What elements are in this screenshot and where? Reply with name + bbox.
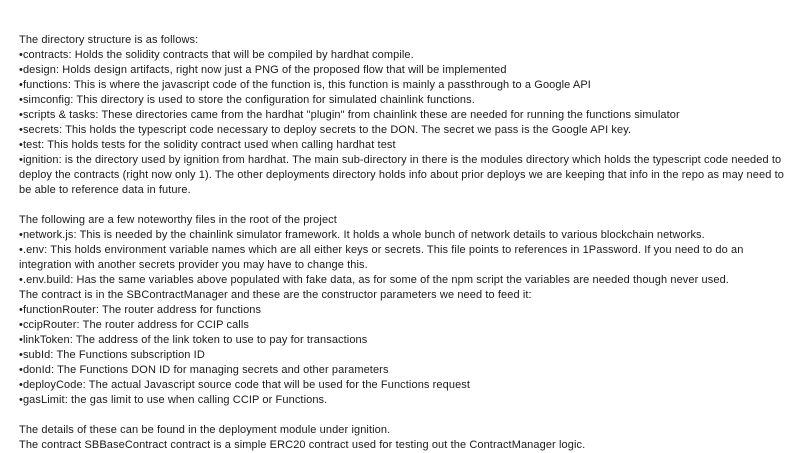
bullet-item-function-router: •functionRouter: The router address for functions: [19, 304, 262, 316]
document-text-block: [19, 33, 798, 453]
bullet-item-scripts-tasks: •scripts & tasks: These directories came from the hardhat "plugin" from chainlink these are needed for running the functions simulator: [19, 109, 680, 121]
bullet-item-gas-limit: •gasLimit: the gas limit to use when calling CCIP or Functions.: [19, 394, 328, 406]
bullet-item-functions: •functions: This is where the javascript code of the function is, this function is mainly a passthrough to a Google API: [19, 79, 591, 91]
bullet-item-deploy-code: •deployCode: The actual Javascript source code that will be used for the Functions request: [19, 379, 471, 391]
bullet-item-network-js: •network.js: This is needed by the chainlink simulator framework. It holds a whole bunch of network details to various blockchain networks.: [19, 229, 705, 241]
bullet-item-env: •.env: This holds environment variable names which are all either keys or secrets. This file points to references in 1Password. If you need to do an integration with another secrets provider you may have to change this.: [19, 244, 744, 271]
blank-line: [19, 198, 798, 213]
constructor-params-intro: The contract is in the SBContractManager and these are the constructor parameters we need to feed it:: [19, 289, 532, 301]
bullet-item-contracts: •contracts: Holds the solidity contracts that will be compiled by hardhat compile.: [19, 49, 414, 61]
bullet-item-link-token: •linkToken: The address of the link token to use to pay for transactions: [19, 334, 368, 346]
bullet-item-test: •test: This holds tests for the solidity contract used when calling hardhat test: [19, 139, 396, 151]
bullet-item-don-id: •donId: The Functions DON ID for managing secrets and other parameters: [19, 364, 389, 376]
bullet-item-env-build: •.env.build: Has the same variables above populated with fake data, as for some of the npm script the variables are needed though never used.: [19, 274, 729, 286]
intro-line: The directory structure is as follows:: [19, 34, 199, 46]
details-note-line: The details of these can be found in the deployment module under ignition.: [19, 424, 391, 436]
bullet-item-ccip-router: •ccipRouter: The router address for CCIP calls: [19, 319, 249, 331]
blank-line: [19, 408, 798, 423]
bullet-item-ignition: •ignition: is the directory used by ignition from hardhat. The main sub-directory in there is the modules directory which holds the typescript code needed to deploy the contracts (right now only 1). The other deployments directory holds info about prior deploys we are keeping that info in the repo as may need to be able to reference data in future.: [19, 154, 784, 196]
bullet-item-design: •design: Holds design artifacts, right now just a PNG of the proposed flow that will be implemented: [19, 64, 507, 76]
sbbasecontract-note-line: The contract SBBaseContract contract is a simple ERC20 contract used for testing out the ContractManager logic.: [19, 439, 586, 451]
bullet-item-secrets: •secrets: This holds the typescript code necessary to deploy secrets to the DON. The secret we pass is the Google API key.: [19, 124, 632, 136]
bullet-item-sub-id: •subId: The Functions subscription ID: [19, 349, 205, 361]
noteworthy-files-intro: The following are a few noteworthy files in the root of the project: [19, 214, 337, 226]
bullet-item-simconfig: •simconfig: This directory is used to store the configuration for simulated chainlink functions.: [19, 94, 475, 106]
